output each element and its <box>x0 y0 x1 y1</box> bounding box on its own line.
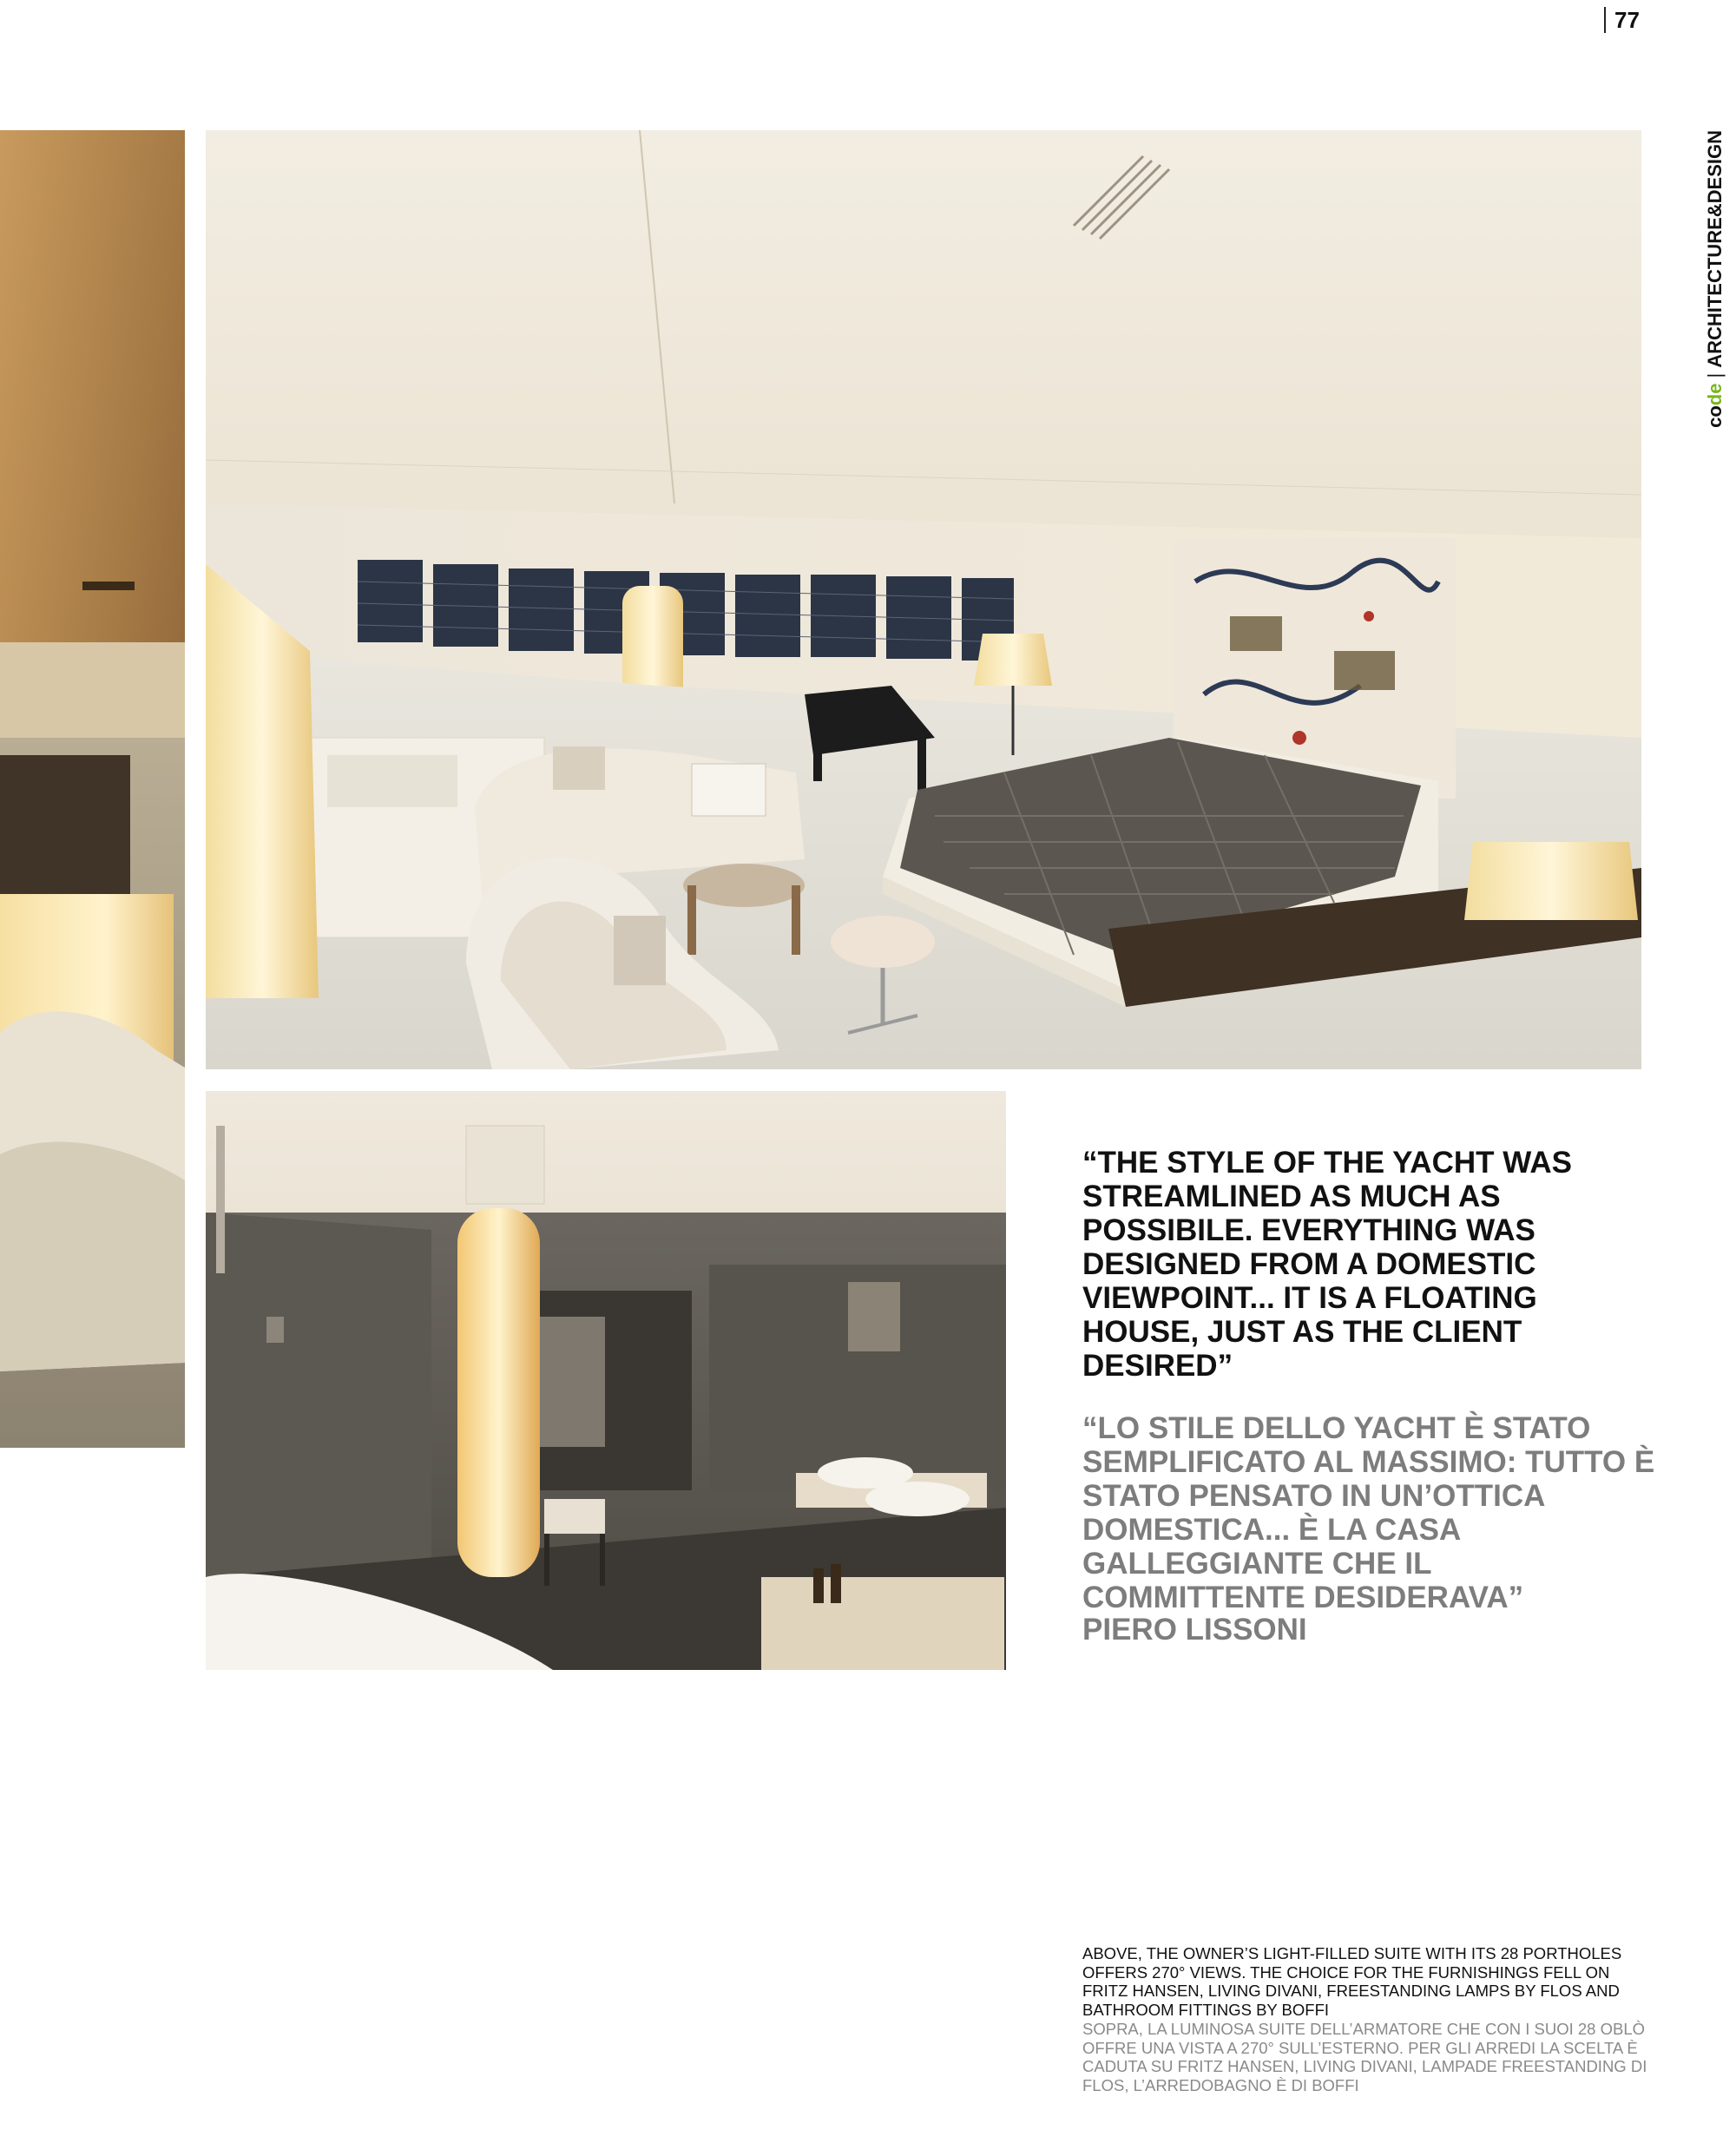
left-strip-photo <box>0 130 185 1448</box>
quote-author: PIERO LISSONI <box>1082 1613 1307 1647</box>
caption-italian: SOPRA, LA LUMINOSA SUITE DELL’ARMATORE CHE CON I SUOI 28 OBLÒ OFFRE UNA VISTA A 270° SULL’ESTERNO. PER GLI ARREDI LA SCELTA È CADUTA SU FRITZ HANSEN, LIVING DIVANI, LAMPADE FREESTANDING DI FLOS, L’ARREDOBAGNO È DI BOFFI <box>1082 2020 1647 2094</box>
left-strip-illustration <box>0 130 185 1448</box>
section-name: ARCHITECTURE&DESIGN <box>1704 130 1726 368</box>
section-tab <box>1703 130 1727 443</box>
bathroom-illustration <box>206 1091 1006 1670</box>
bedroom-photo <box>206 130 1641 1069</box>
brand-logo-co: co <box>1704 405 1726 428</box>
caption-english: ABOVE, THE OWNER’S LIGHT-FILLED SUITE WITH ITS 28 PORTHOLES OFFERS 270° VIEWS. THE CHOICE FOR THE FURNISHINGS FELL ON FRITZ HANSEN, LIVING DIVANI, FREESTANDING LAMPS BY FLOS AND BATHROOM FITTINGS BY BOFFI <box>1082 1944 1622 2019</box>
bathroom-photo <box>206 1091 1006 1670</box>
bedroom-illustration <box>206 130 1641 1069</box>
pull-quote-italian: “LO STILE DELLO YACHT È STATO SEMPLIFICATO AL MASSIMO: TUTTO È STATO PENSATO IN UN’OTTICA DOMESTICA... È LA CASA GALLEGGIANTE CHE IL COMMITTENTE DESIDERAVA” <box>1082 1411 1655 1614</box>
pull-quote-english: “THE STYLE OF THE YACHT WAS STREAMLINED AS MUCH AS POSSIBILE. EVERYTHING WAS DESIGNED FROM A DOMESTIC VIEWPOINT... IT IS A FLOATING HOUSE, JUST AS THE CLIENT DESIRED” <box>1082 1146 1572 1383</box>
tab-separator: | <box>1704 372 1726 378</box>
page-number: 77 <box>1604 7 1640 33</box>
brand-logo-de: de <box>1704 383 1726 406</box>
